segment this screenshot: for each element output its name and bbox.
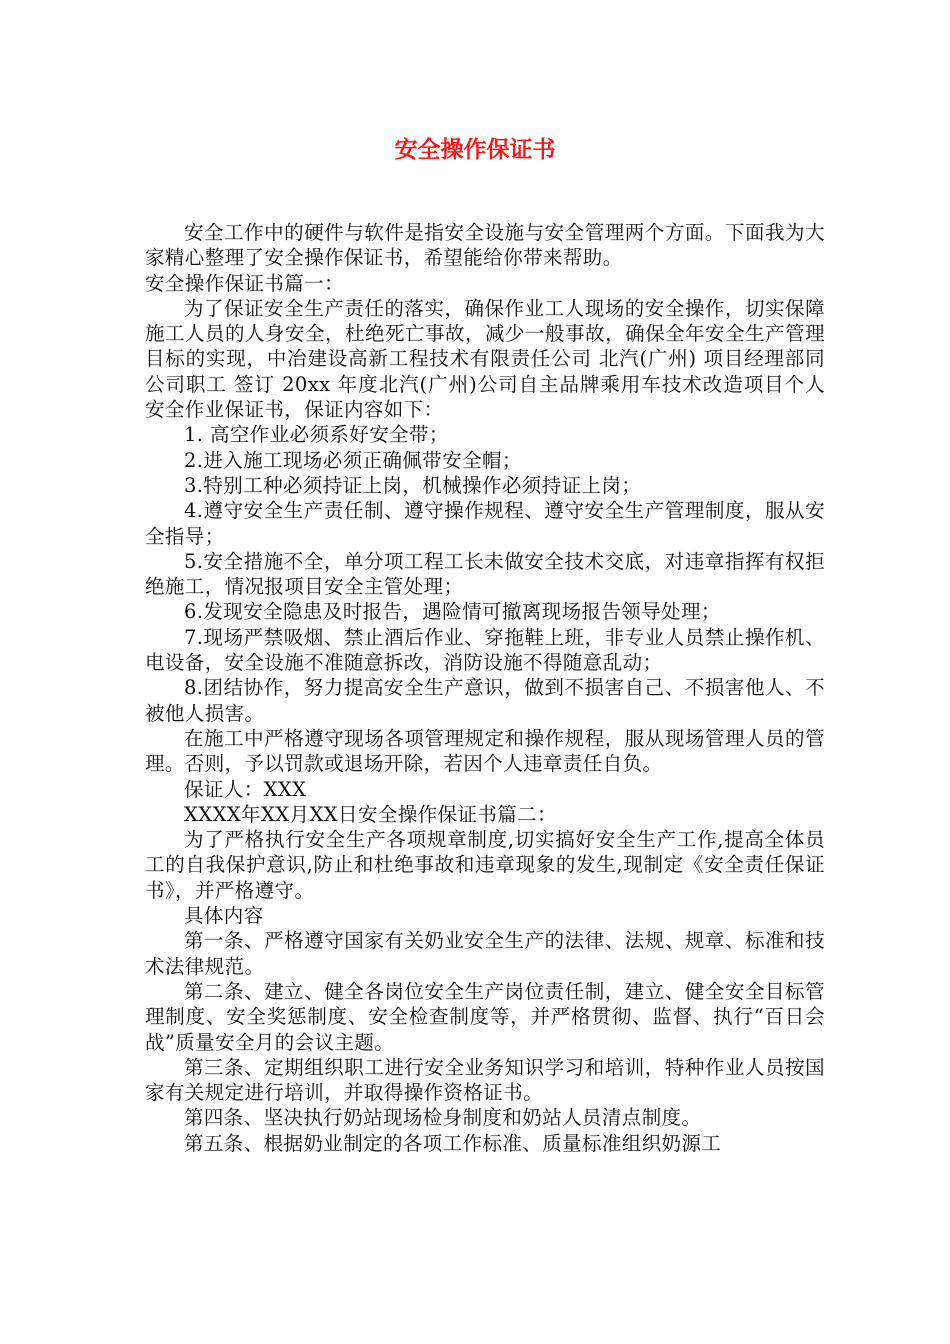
paragraph: 具体内容 xyxy=(184,904,264,928)
paragraph: 为了严格执行安全生产各项规章制度,切实搞好安全生产工作,提高全体员工的自我保护意识,防止和杜绝事故和违章现象的发生,现制定《安全责任保证书》，并严格遵守。 xyxy=(145,828,825,902)
paragraph: 第五条、根据奶业制定的各项工作标准、质量标准组织奶源工 xyxy=(184,1131,722,1155)
paragraph: 安全工作中的硬件与软件是指安全设施与安全管理两个方面。下面我为大家精心整理了安全操作保证书，希望能给你带来帮助。 xyxy=(145,221,825,270)
paragraph: 安全操作保证书篇一： xyxy=(145,271,345,295)
paragraph: 第二条、建立、健全各岗位安全生产岗位责任制，建立、健全安全目标管理制度、安全奖惩制度、安全检查制度等，并严格贯彻、监督、执行“百日会战”质量安全月的会议主题。 xyxy=(145,979,825,1054)
paragraph: 第三条、定期组织职工进行安全业务知识学习和培训，特种作业人员按国家有关规定进行培训，并取得操作资格证书。 xyxy=(145,1055,825,1105)
document-body xyxy=(145,220,825,1156)
paragraph: 4.遵守安全生产责任制、遵守操作规程、遵守安全生产管理制度，服从安全指导； xyxy=(145,499,825,548)
paragraph: 2.进入施工现场必须正确佩带安全帽； xyxy=(184,448,522,472)
paragraph: 3.特别工种必须持证上岗，机械操作必须持证上岗； xyxy=(184,473,642,497)
paragraph: 为了保证安全生产责任的落实，确保作业工人现场的安全操作，切实保障施工人员的人身安全，杜绝死亡事故，减少一般事故，确保全年安全生产管理目标的实现，中冶建设高新工程技术有限责任公司 北汽(广州) 项目经理部同 公司职工 签订 20xx 年度北汽(广州)公司自主品牌乘用车技术改造项目个人安全作业保证书，保证内容如下： xyxy=(145,296,825,422)
paragraph: 7.现场严禁吸烟、禁止酒后作业、穿拖鞋上班，非专业人员禁止操作机、电设备，安全设施不准随意拆改，消防设施不得随意乱动； xyxy=(145,625,825,675)
paragraph: 6.发现安全隐患及时报告，遇险情可撤离现场报告领导处理； xyxy=(184,600,721,624)
paragraph: 第一条、严格遵守国家有关奶业安全生产的法律、法规、规章、标准和技术法律规范。 xyxy=(145,929,825,978)
paragraph: 5.安全措施不全，单分项工程工长未做安全技术交底，对违章指挥有权拒绝施工，情况报项目安全主管处理； xyxy=(145,549,825,599)
paragraph: 保证人：XXX xyxy=(184,777,307,801)
paragraph: 在施工中严格遵守现场各项管理规定和操作规程，服从现场管理人员的管理。否则，予以罚款或退场开除，若因个人违章责任自负。 xyxy=(145,726,825,776)
paragraph: 第四条、坚决执行奶站现场检身制度和奶站人员清点制度。 xyxy=(184,1106,702,1130)
paragraph: 8.团结协作，努力提高安全生产意识，做到不损害自己、不损害他人、不被他人损害。 xyxy=(145,676,825,725)
document-title: 安全操作保证书 xyxy=(394,137,556,163)
paragraph: XXXX年XX月XX日安全操作保证书篇二： xyxy=(184,802,557,826)
paragraph: 1. 高空作业必须系好安全带； xyxy=(184,423,449,447)
